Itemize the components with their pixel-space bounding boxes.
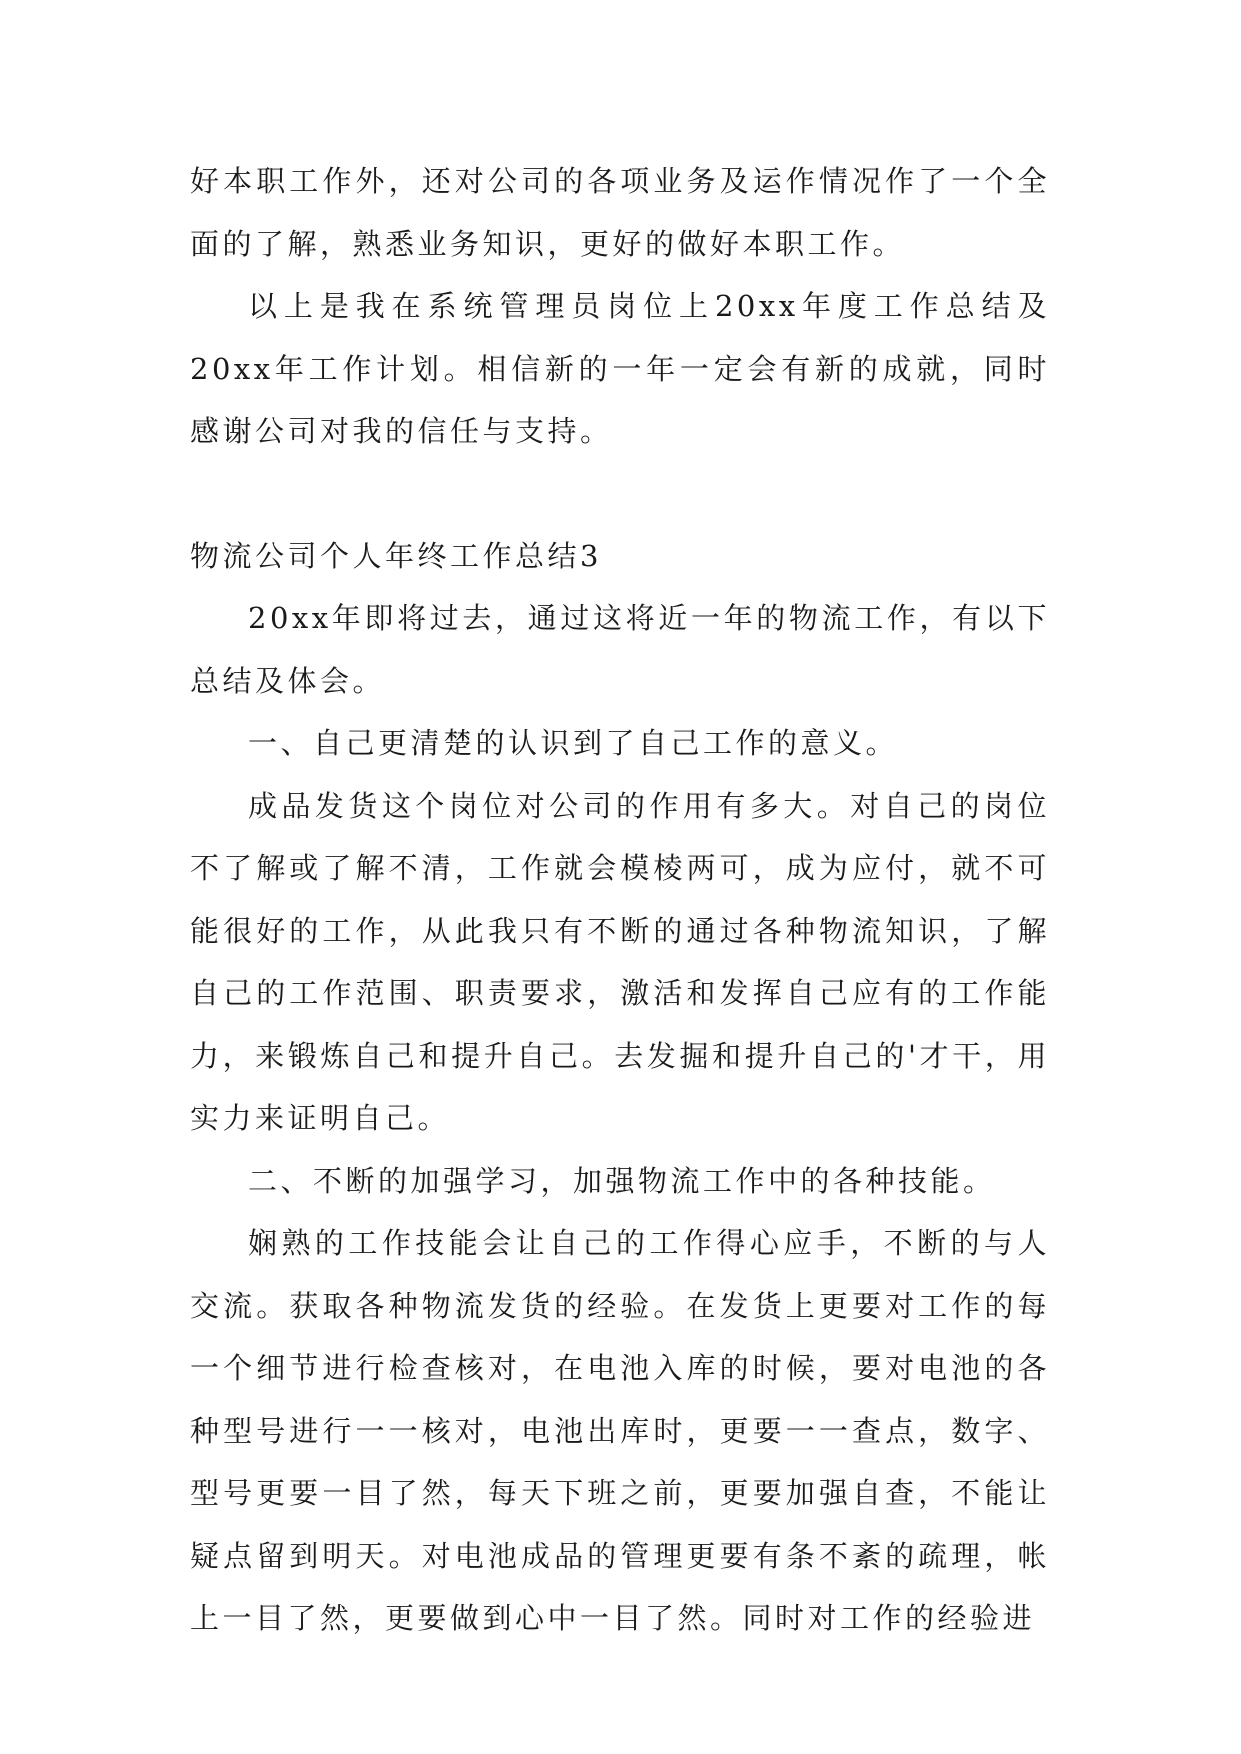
point-one-heading: 一、自己更清楚的认识到了自己工作的意义。: [248, 726, 899, 760]
document-page: [190, 150, 1050, 1650]
point-two-heading: 二、不断的加强学习，加强物流工作中的各种技能。: [248, 1163, 996, 1198]
paragraph-conclusion: 以上是我在系统管理员岗位上20xx年度工作总结及20xx年工作计划。相信新的一年一定会有新的成就，同时感谢公司对我的信任与支持。: [190, 289, 1050, 448]
section-heading: 物流公司个人年终工作总结3: [190, 538, 602, 573]
point-one-body: 成品发货这个岗位对公司的作用有多大。对自己的岗位不了解或了解不清，工作就会模棱两可，成为应付，就不可能很好的工作，从此我只有不断的通过各种物流知识，了解自己的工作范围、职责要求，激活和发挥自己应有的工作能力，来锻炼自己和提升自己。去发掘和提升自己的'才干，用实力来证明自己。: [190, 788, 1050, 1135]
point-two-body: 娴熟的工作技能会让自己的工作得心应手，不断的与人交流。获取各种物流发货的经验。在发货上更要对工作的每一个细节进行检查核对，在电池入库的时候，要对电池的各种型号进行一一核对，电池出库时，更要一一查点，数字、型号更要一目了然，每天下班之前，更要加强自查，不能让疑点留到明天。对电池成品的管理更要有条不紊的疏理，帐上一目了然，更要做到心中一目了然。同时对工作的经验进: [190, 1226, 1050, 1635]
paragraph-continuation: 好本职工作外，还对公司的各项业务及运作情况作了一个全面的了解，熟悉业务知识，更好的做好本职工作。: [190, 164, 1050, 261]
paragraph-intro: 20xx年即将过去，通过这将近一年的物流工作，有以下总结及体会。: [190, 601, 1050, 698]
